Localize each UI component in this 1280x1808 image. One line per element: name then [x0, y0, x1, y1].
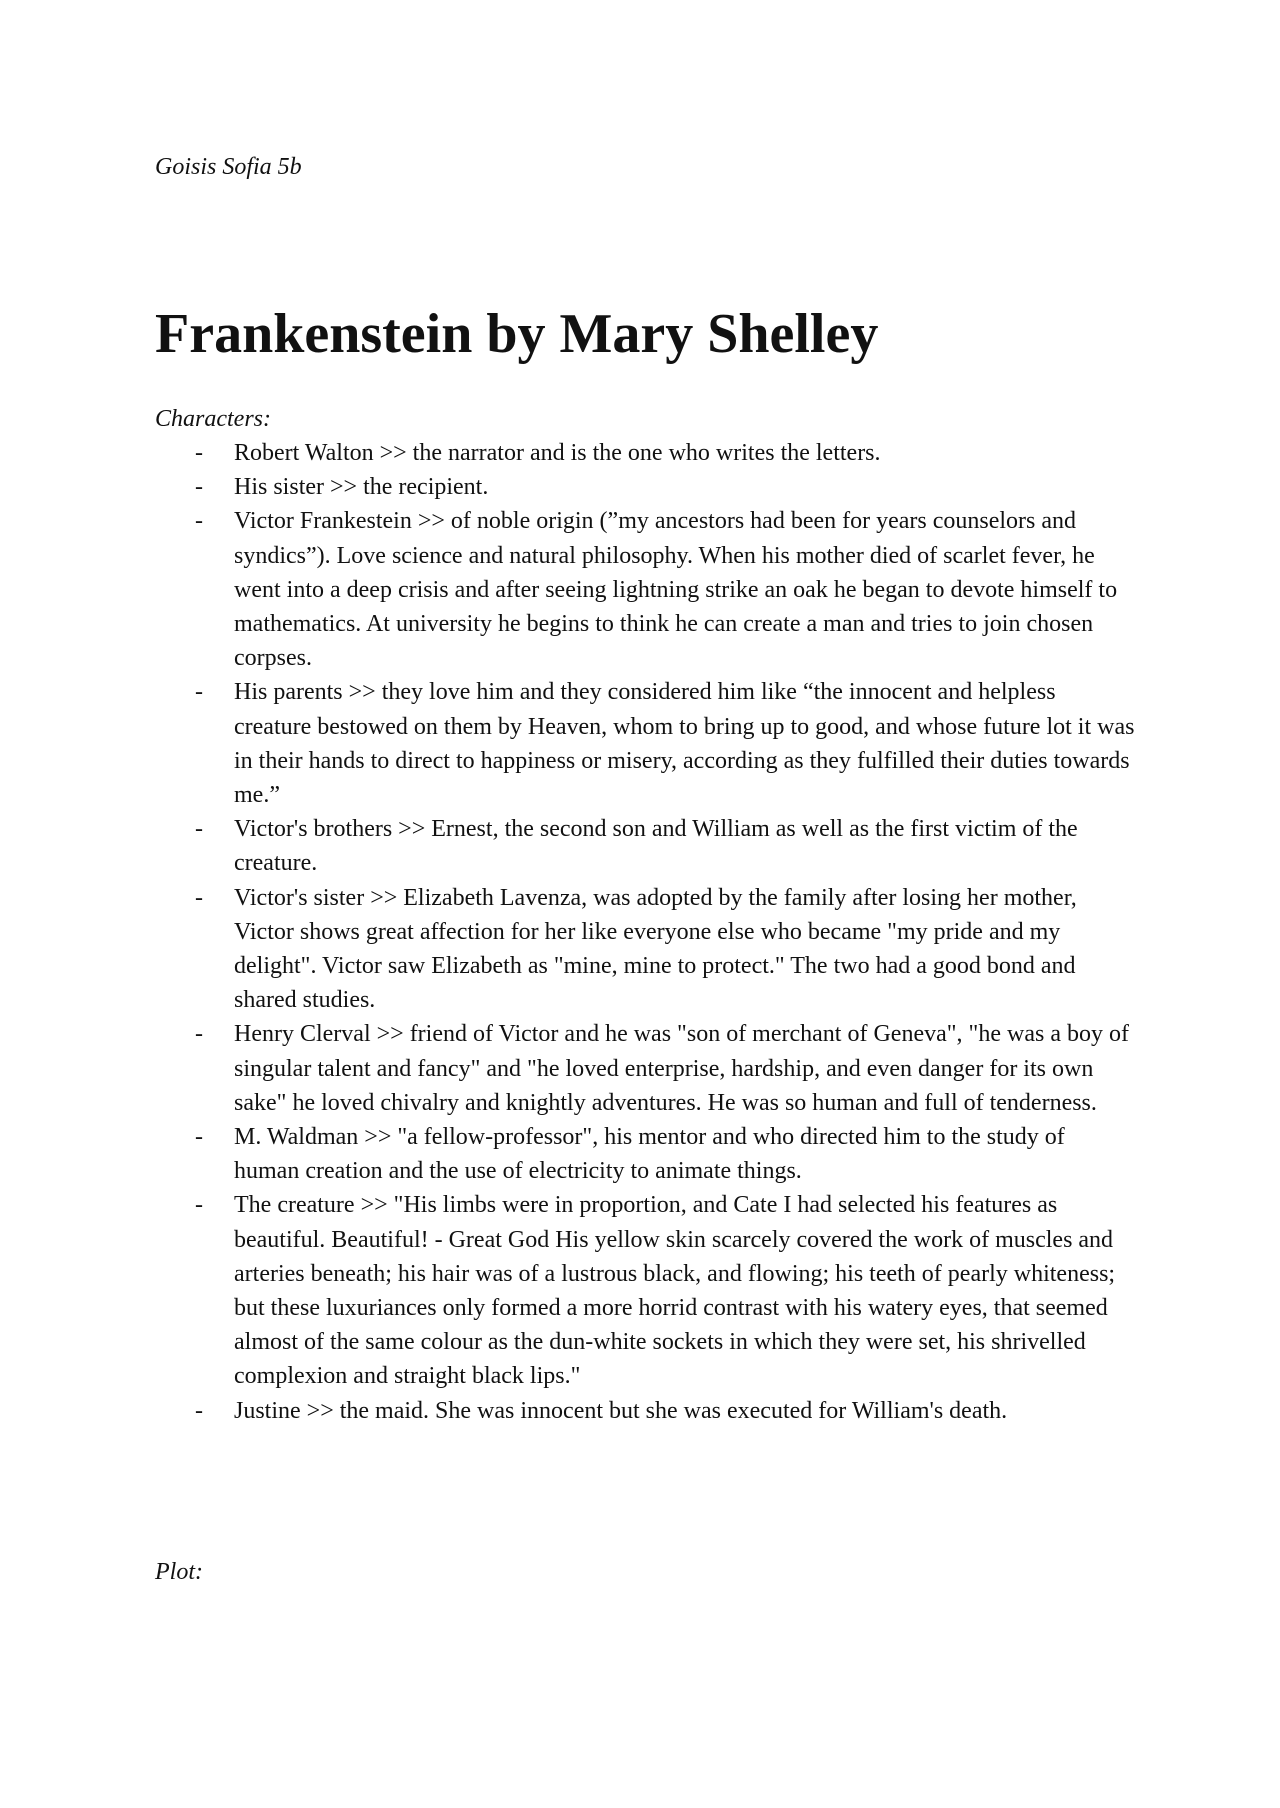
bullet-dash: - [195, 1192, 203, 1219]
character-description: His parents >> they love him and they considered him like “the innocent and helpless creature bestowed on them by Heaven, whom to bring up to good, and whose future lot it was in their hands to direct to happiness or misery, according as they fulfilled their duties towards me.” [234, 679, 1135, 809]
character-description: Robert Walton >> the narrator and is the one who writes the letters. [234, 440, 881, 466]
list-item [155, 504, 1135, 675]
list-item [155, 1120, 1135, 1188]
bullet-dash: - [195, 440, 203, 466]
list-item [155, 1394, 1135, 1428]
bullet-dash: - [195, 816, 203, 843]
character-description: The creature >> "His limbs were in proportion, and Cate I had selected his features as beautiful. Beautiful! - Great God His yellow skin scarcely covered the work of muscles and arteries beneath; his hair was of a lustrous black, and flowing; his teeth of pearly whiteness; but these luxuriances only formed a more horrid contrast with his watery eyes, that seemed almost of the same colour as the dun-white sockets in which they were set, his shrivelled complexion and straight black lips." [234, 1192, 1116, 1390]
list-item [155, 881, 1135, 1018]
character-description: His sister >> the recipient. [234, 474, 489, 501]
characters-heading: Characters: [155, 406, 271, 432]
bullet-dash: - [195, 1124, 203, 1151]
list-item [155, 1188, 1135, 1393]
bullet-dash: - [195, 884, 203, 911]
bullet-dash: - [195, 474, 203, 501]
document-body [155, 150, 1135, 1428]
character-description: Henry Clerval >> friend of Victor and he was "son of merchant of Geneva", "he was a boy of singular talent and fancy" and "he loved enterprise, hardship, and even danger for its own sake" he loved chivalry and knightly adventures. He was so human and full of tenderness. [234, 1021, 1129, 1116]
character-description: Victor's sister >> Elizabeth Lavenza, was adopted by the family after losing her mother, Victor shows great affection for her like everyone else who became "my pride and my delight". Victor saw Elizabeth as "mine, mine to protect." The two had a good bond and shared studies. [234, 884, 1077, 1014]
bullet-dash: - [195, 1397, 203, 1424]
list-item [155, 812, 1135, 880]
document-title: Frankenstein by Mary Shelley [155, 303, 879, 365]
character-description: Victor's brothers >> Ernest, the second son and William as well as the first victim of the creature. [234, 816, 1078, 877]
character-description: M. Waldman >> "a fellow-professor", his mentor and who directed him to the study of human creation and the use of electricity to animate things. [234, 1124, 1065, 1185]
characters-list [155, 436, 1135, 1428]
character-description: Victor Frankestein >> of noble origin (”my ancestors had been for years counselors and syndics”). Love science and natural philosophy. When his mother died of scarlet fever, he went into a deep crisis and after seeing lightning strike an oak he began to devote himself to mathematics. At university he begins to think he can create a man and tries to join chosen corpses. [234, 508, 1118, 672]
list-item [155, 436, 1135, 470]
bullet-dash: - [195, 1021, 203, 1048]
character-description: Justine >> the maid. She was innocent but she was executed for William's death. [234, 1397, 1008, 1424]
list-item [155, 1017, 1135, 1120]
bullet-dash: - [195, 508, 203, 535]
author-line: Goisis Sofia 5b [155, 154, 302, 180]
list-item [155, 470, 1135, 504]
list-item [155, 675, 1135, 812]
plot-heading: Plot: [155, 1559, 203, 1585]
bullet-dash: - [195, 679, 203, 706]
